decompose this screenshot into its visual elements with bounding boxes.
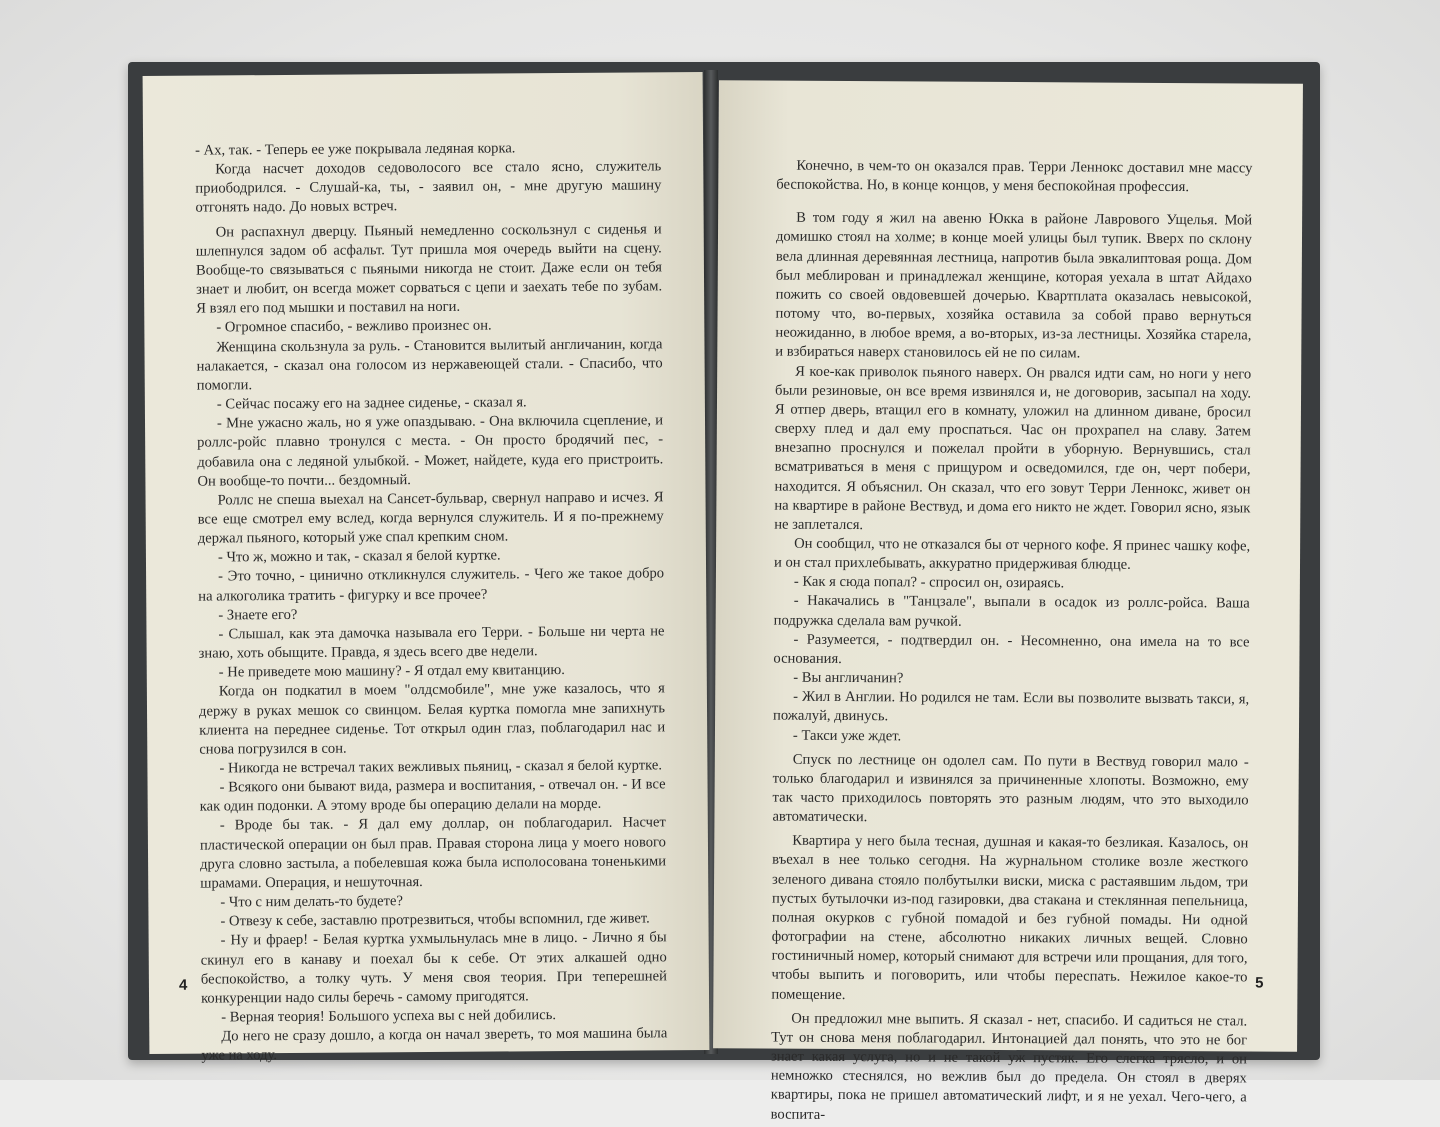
- paragraph: Роллс не спеша выехал на Сансет-бульвар, свернул направо и исчез. Я все еще смотрел ему вслед, когда вернулся служитель. И я по-прежнему держал пьяного, который уже спал крепким сном.: [197, 489, 664, 547]
- left-page: [143, 72, 710, 1064]
- paragraph: - Жил в Англии. Но родился не там. Если вы позволите вызвать такси, я, пожалуй, двинусь.: [773, 688, 1250, 725]
- paragraph: Он сообщил, что не отказался бы от черного кофе. Я принес чашку кофе, и он стал прихлебывать, аккуратно придерживая блюдце.: [773, 535, 1251, 573]
- paragraph: - Такси уже ждет.: [792, 727, 902, 744]
- paragraph: - Слышал, как эта дамочка называла его Терри. - Больше ни черта не знаю, хоть обыщите. Правда, я здесь всего две недели.: [198, 623, 665, 662]
- paragraph: Когда насчет доходов седоволосого все стало ясно, служитель приободрился. - Слушай-ка, ты, - заявил он, - мне другую машину отгонять надо. До новых встреч.: [195, 158, 662, 217]
- paragraph: - Что с ним делать-то будете?: [220, 893, 403, 911]
- paragraph: - Огромное спасибо, - вежливо произнес он.: [216, 317, 492, 336]
- paragraph: Конечно, в чем-то он оказался прав. Терри Леннокс доставил мне массу беспокойства. Но, в конце концов, у меня беспокойная профессия.: [776, 157, 1253, 196]
- paragraph: Он предложил мне выпить. Я сказал - нет, спасибо. И садиться не стал. Тут он снова меня поблагодарил. Интонацией дал понять, что это не бог знает какая услуга, но и не такой уж пустяк. Его слегка трясло, и он немножко стеснялся, но вежлив был до предела. Он стоял в дверях квартиры, пока не пришел автоматический лифт, и я не уехал. Чего-чего, а воспита-: [770, 1010, 1248, 1123]
- paragraph: - Вроде бы так. - Я дал ему доллар, он поблагодарил. Насчет пластической операции он был прав. Правая сторона лица у моего нового друга словно застыла, а побелевшая кожа была исполосована тоненькими шрамами. Операция, и нешуточная.: [199, 814, 667, 892]
- paragraph: - Накачались в "Танцзале", выпали в осадок из роллс-ройса. Ваша подружка сделала вам ручкой.: [773, 593, 1250, 630]
- page-number: 5: [1255, 974, 1264, 992]
- paragraph: В том году я жил на авеню Юкка в районе Лаврового Ущелья. Мой домишко стоял на холме; в конце моей улицы был тупик. Вверх по склону вела длинная деревянная лестница, напротив была эвкалиптовая роща. Дом был меблирован и принадлежал женщине, которая уехала в штат Айдахо пожить со своей овдовевшей дочерью. Квартплата оказалась невысокой, потому что, во-первых, хозяйка оставила за собой право вернуться неожиданно, в любое время, а во-вторых, из-за лестницы. Хозяйка старела, и взбираться наверх становилось ей не по силам.: [775, 210, 1253, 362]
- paragraph: - Сейчас посажу его на заднее сиденье, - сказал я.: [216, 394, 527, 413]
- paragraph: - Это точно, - цинично откликнулся служитель. - Чего же такое добро на алкоголика тратить - фигурку и все прочее?: [198, 565, 665, 605]
- paragraph: - Ах, так. - Теперь ее уже покрывала ледяная корка.: [195, 140, 516, 159]
- paragraph: - Никогда не встречал таких вежливых пьяниц, - сказал я белой куртке.: [219, 757, 662, 777]
- paragraph: - Всякого они бывают вида, размера и воспитания, - отвечал он. - И все как один подонки. А этому вроде бы операцию делали на морде.: [199, 776, 666, 815]
- paragraph: - Разумеется, - подтвердил он. - Несомненно, она имела на то все основания.: [773, 631, 1250, 667]
- paragraph: Я кое-как приволок пьяного наверх. Он рвался идти сам, но ноги у него были резиновые, он все время извинялся и, не договорив, засыпал на ходу. Я отпер дверь, втащил его в комнату, уложил на длинном диване, бросил сверху плед и дал ему проспаться. Час он прохрапел на славу. Затем внезапно проснулся и пожелал пройти в уборную. Вернувшись, стал всматриваться в меня с прищуром и осведомился, где он, черт побери, находится. Я объяснил. Он сказал, что его зовут Терри Леннокс, живет он на квартире в районе Вествуд, и дома его никто не ждет. Говорил ясно, язык не заплетался.: [774, 363, 1252, 533]
- paragraph: Квартира у него была тесная, душная и какая-то безликая. Казалось, он въехал в нее только сегодня. На журнальном столике возле жесткого зеленого дивана стояло полбутылки виски, миска с растаявшим льдом, три пустых бутылочки из-под газировки, два стакана и стеклянная пепельница, полная окурков с губной помадой и без губной помады. Ни одной фотографии на стене, абсолютно никаких личных вещей. Словно гостиничный номер, который снимают для встречи или прощания, для того, чтобы выпить и поговорить, или чтобы переспать. Нежилое какое-то помещение.: [771, 833, 1249, 1003]
- paragraph: - Ну и фраер! - Белая куртка ухмыльнулась мне в лицо. - Лично я бы скинул его в канаву и поехал бы к себе. От этих алкашей одно беспокойство, а толку чуть. У меня своя теория. При теперешней конкуренции надо силы беречь - самому пригодятся.: [200, 929, 667, 1007]
- left-page-text: [195, 138, 667, 1066]
- paragraph: Он распахнул дверцу. Пьяный немедленно соскользнул с сиденья и шлепнулся задом об асфальт. Тут пришла моя очередь выйти на сцену. Вообще-то связываться с пьяными никогда не стоит. Даже если он тебя знает и любит, он всегда может сорваться с цепи и заехать тебе по зубам. Я взял его под мышки и поставил на ноги.: [195, 220, 663, 317]
- page-number: 4: [178, 976, 188, 994]
- paragraph: Спуск по лестнице он одолел сам. По пути в Вествуд говорил мало - только благодарил и извинялся за причиненные хлопоты. Возможно, ему так часто приходилось повторять это разным людям, что это выходило автоматически.: [772, 751, 1249, 826]
- paragraph: Женщина скользнула за руль. - Становится вылитый англичанин, когда налакается, - сказал она голосом из нержавеющей стали. - Спасибо, что помогли.: [196, 335, 663, 394]
- paragraph: - Что ж, можно и так, - сказал я белой куртке.: [217, 547, 501, 566]
- paragraph: - Мне ужасно жаль, но я уже опаздываю. - Она включила сцепление, и роллс-ройс плавно тронулся с места. - Он просто бродячий пес, - добавила она с ледяной улыбкой. - Может, найдете, куда его пристроить. Он вообще-то почти... бездомный.: [197, 412, 664, 490]
- right-page-text: [771, 157, 1253, 1127]
- paragraph: Когда он подкатил в моем "олдсмобиле", мне уже казалось, что я держу в руках мешок со свинцом. Белая куртка помогла мне запихнуть клиента на переднее сиденье. Тот открыл один глаз, поблагодарил нас и снова погрузился в сон.: [198, 680, 666, 758]
- paragraph: - Знаете его?: [218, 606, 298, 624]
- paragraph: - Верная теория! Большого успеха вы с ней добились.: [221, 1007, 557, 1026]
- paragraph: - Отвезу к себе, заставлю протрезвиться, чтобы вспомнил, где живет.: [220, 910, 650, 930]
- right-page: [713, 80, 1303, 1123]
- paragraph: - Вы англичанин?: [793, 669, 904, 687]
- paragraph: - Как я сюда попал? - спросил он, озираясь.: [793, 573, 1065, 592]
- paragraph: - Не приведете мою машину? - Я отдал ему квитанцию.: [218, 662, 565, 681]
- paragraph: До него не сразу дошло, а когда он начал звереть, то моя машина была уже на ходу.: [201, 1025, 668, 1064]
